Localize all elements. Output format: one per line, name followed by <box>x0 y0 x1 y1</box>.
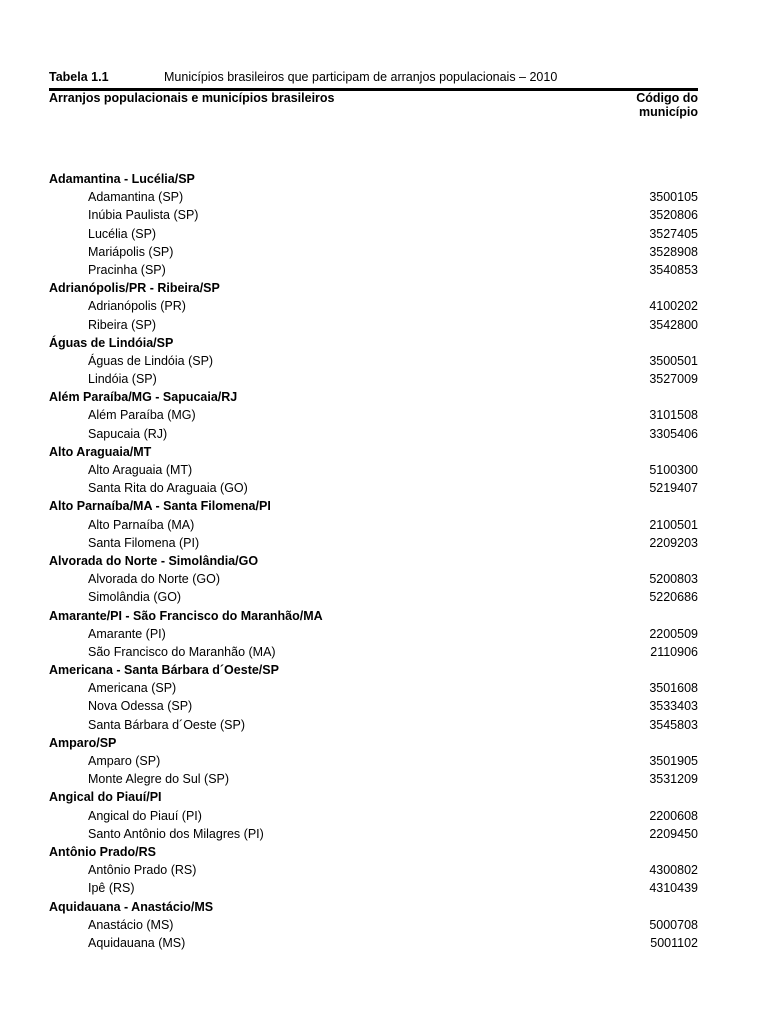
municipio-row <box>49 570 698 588</box>
municipio-name: Águas de Lindóia (SP) <box>88 353 214 368</box>
municipio-code: 2200509 <box>649 626 698 641</box>
municipio-code: 5000708 <box>649 917 698 932</box>
arranjo-row <box>49 279 698 297</box>
municipio-code: 4310439 <box>649 881 698 896</box>
municipio-code: 5001102 <box>650 935 698 950</box>
arranjo-row <box>49 388 698 406</box>
arranjo-row <box>49 497 698 515</box>
municipio-row <box>49 243 698 261</box>
table-body <box>49 170 698 952</box>
arranjo-row <box>49 607 698 625</box>
municipio-row <box>49 697 698 715</box>
municipio-name: Aquidauana (MS) <box>88 935 186 950</box>
arranjo-row <box>49 898 698 916</box>
municipio-row <box>49 461 698 479</box>
municipio-code: 2110906 <box>650 644 698 659</box>
municipio-name: Adrianópolis (PR) <box>88 299 186 314</box>
municipio-name: Lindóia (SP) <box>88 372 157 387</box>
column-header-codigo <box>636 91 698 119</box>
municipio-code: 3528908 <box>649 244 698 259</box>
municipio-code: 3500501 <box>649 353 698 368</box>
municipio-name: Alto Parnaíba (MA) <box>88 517 195 532</box>
municipio-name: Santa Filomena (PI) <box>88 535 200 550</box>
municipio-row <box>49 916 698 934</box>
municipio-code: 3501608 <box>649 681 698 696</box>
municipio-name: Alto Araguaia (MT) <box>88 463 193 477</box>
municipio-row <box>49 643 698 661</box>
municipio-code: 5219407 <box>649 481 698 496</box>
municipio-name: Sapucaia (RJ) <box>88 426 168 441</box>
arranjo-name: Adamantina - Lucélia/SP <box>49 172 195 186</box>
municipio-row <box>49 752 698 770</box>
municipio-code: 5200803 <box>649 572 698 587</box>
municipio-name: Monte Alegre do Sul (SP) <box>88 772 230 787</box>
arranjo-row <box>49 843 698 861</box>
arranjo-row <box>49 552 698 570</box>
municipio-code: 5220686 <box>649 590 698 605</box>
municipio-code: 4100202 <box>649 299 698 314</box>
municipio-row <box>49 479 698 497</box>
municipio-name: Angical do Piauí (PI) <box>88 808 202 823</box>
municipio-row <box>49 425 698 443</box>
arranjo-row <box>49 443 698 461</box>
arranjo-name: Aquidauana - Anastácio/MS <box>49 899 214 914</box>
municipio-name: Amarante (PI) <box>88 626 166 641</box>
municipio-code: 3520806 <box>649 208 698 223</box>
municipio-row <box>49 588 698 606</box>
municipio-code: 3533403 <box>649 699 698 714</box>
municipio-row <box>49 206 698 224</box>
municipio-row <box>49 352 698 370</box>
municipio-name: Simolândia (GO) <box>88 590 182 605</box>
arranjo-name: Alto Parnaíba/MA - Santa Filomena/PI <box>49 499 271 514</box>
municipio-code: 2209203 <box>649 535 698 550</box>
municipio-name: Inúbia Paulista (SP) <box>88 208 199 223</box>
arranjo-name: Americana - Santa Bárbara d´Oeste/SP <box>49 663 279 678</box>
municipio-row <box>49 370 698 388</box>
municipio-code: 2200608 <box>649 808 698 823</box>
column-header-codigo-line1: Código do <box>636 91 698 105</box>
municipio-code: 3542800 <box>649 317 698 332</box>
arranjo-row <box>49 170 698 188</box>
municipio-name: Adamantina (SP) <box>88 190 184 205</box>
arranjo-name: Alvorada do Norte - Simolândia/GO <box>49 553 259 568</box>
municipio-code: 3527405 <box>649 226 698 241</box>
municipio-name: São Francisco do Maranhão (MA) <box>88 644 276 659</box>
municipio-row <box>49 534 698 552</box>
municipio-name: Anastácio (MS) <box>88 917 174 932</box>
municipio-code: 3500105 <box>649 190 698 205</box>
municipio-name: Alvorada do Norte (GO) <box>88 572 220 587</box>
table-caption <box>49 70 698 86</box>
column-header-arranjos: Arranjos populacionais e municípios brasileiros <box>49 91 335 105</box>
municipio-row <box>49 316 698 334</box>
municipio-row <box>49 516 698 534</box>
document-page <box>49 70 698 952</box>
municipio-code: 3501905 <box>649 754 698 768</box>
municipio-code: 2209450 <box>649 826 698 841</box>
municipio-row <box>49 934 698 952</box>
municipio-row <box>49 770 698 788</box>
municipio-name: Pracinha (SP) <box>88 262 166 277</box>
municipio-row <box>49 807 698 825</box>
arranjo-name: Angical do Piauí/PI <box>49 790 162 805</box>
arranjo-name: Antônio Prado/RS <box>49 844 156 859</box>
municipio-row <box>49 261 698 279</box>
municipio-name: Santa Rita do Araguaia (GO) <box>88 481 248 496</box>
municipio-name: Antônio Prado (RS) <box>88 863 197 878</box>
table-number: Tabela 1.1 <box>49 70 109 84</box>
municipio-row <box>49 716 698 734</box>
municipio-row <box>49 188 698 206</box>
municipio-code: 3545803 <box>649 717 698 732</box>
municipio-name: Ipê (RS) <box>88 881 135 896</box>
municipio-row <box>49 297 698 315</box>
arranjo-name: Alto Araguaia/MT <box>49 444 152 459</box>
municipio-name: Nova Odessa (SP) <box>88 699 193 714</box>
municipio-code: 2100501 <box>649 517 698 532</box>
municipio-name: Mariápolis (SP) <box>88 244 174 259</box>
municipio-name: Amparo (SP) <box>88 754 161 768</box>
arranjo-name: Amarante/PI - São Francisco do Maranhão/MA <box>49 608 323 623</box>
municipio-row <box>49 825 698 843</box>
municipio-row <box>49 679 698 697</box>
municipio-code: 3540853 <box>649 262 698 277</box>
arranjo-row <box>49 788 698 806</box>
municipio-code: 3305406 <box>649 426 698 441</box>
arranjo-name: Águas de Lindóia/SP <box>49 335 174 350</box>
municipio-code: 3527009 <box>649 372 698 387</box>
table-header <box>49 91 698 151</box>
municipio-name: Lucélia (SP) <box>88 226 157 241</box>
municipio-name: Santa Bárbara d´Oeste (SP) <box>88 717 246 732</box>
table-title: Municípios brasileiros que participam de arranjos populacionais – 2010 <box>164 70 558 84</box>
municipio-row <box>49 861 698 879</box>
municipio-name: Além Paraíba (MG) <box>88 408 196 423</box>
arranjo-name: Adrianópolis/PR - Ribeira/SP <box>49 281 220 296</box>
municipio-code: 5100300 <box>649 463 698 477</box>
municipio-row <box>49 225 698 243</box>
arranjo-name: Amparo/SP <box>49 735 117 750</box>
arranjo-row <box>49 661 698 679</box>
municipio-name: Santo Antônio dos Milagres (PI) <box>88 826 264 841</box>
arranjo-row <box>49 334 698 352</box>
municipio-row <box>49 879 698 897</box>
column-header-codigo-line2: município <box>638 105 698 119</box>
municipio-code: 4300802 <box>649 863 698 878</box>
arranjo-name: Além Paraíba/MG - Sapucaia/RJ <box>49 390 238 405</box>
municipio-name: Ribeira (SP) <box>88 317 157 332</box>
municipio-name: Americana (SP) <box>88 681 177 696</box>
municipio-row <box>49 406 698 424</box>
municipio-row <box>49 625 698 643</box>
arranjo-row <box>49 734 698 752</box>
municipio-code: 3101508 <box>649 408 698 423</box>
municipio-code: 3531209 <box>649 772 698 787</box>
